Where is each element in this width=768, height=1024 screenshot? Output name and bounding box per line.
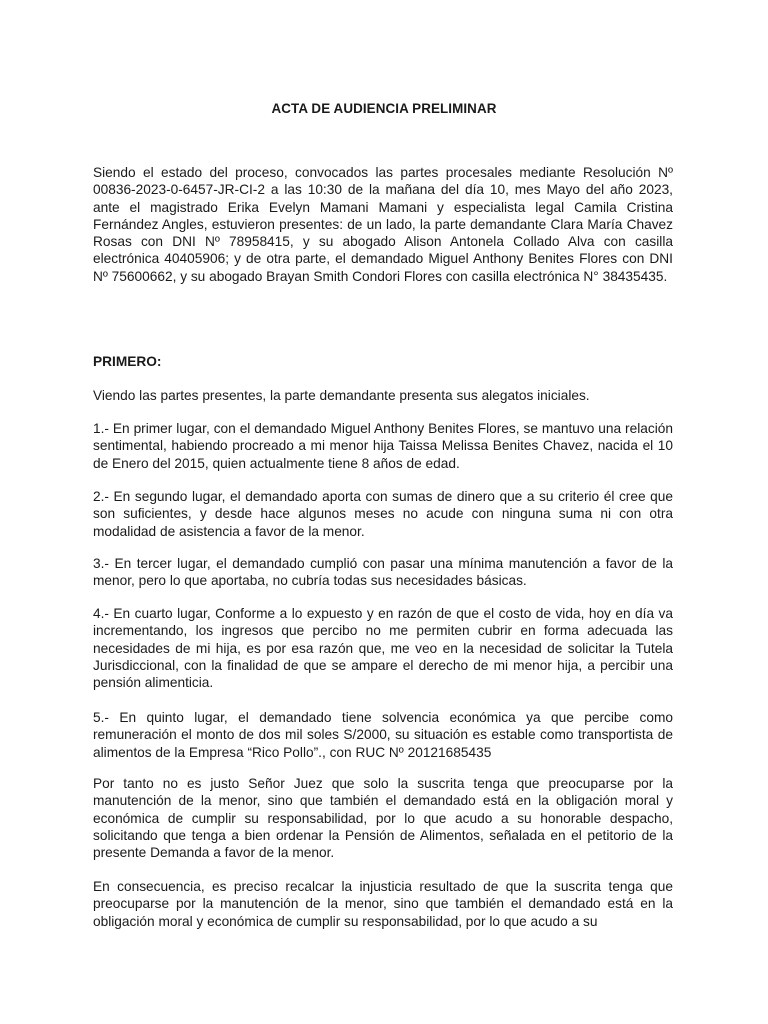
- paragraph-consequence: En consecuencia, es preciso recalcar la injusticia resultado de que la suscrita tenga que preocuparse por la manutención de la menor, sino que también el demandado está en la obligación moral y económica de cumplir su responsabilidad, por lo que acudo a su: [93, 879, 673, 929]
- document-title: ACTA DE AUDIENCIA PRELIMINAR: [271, 101, 497, 116]
- paragraph-point-3: 3.- En tercer lugar, el demandado cumplió con pasar una mínima manutención a favor de la menor, pero lo que aportaba, no cubría todas sus necesidades básicas.: [93, 556, 673, 589]
- section-heading-primero: PRIMERO:: [93, 354, 162, 369]
- paragraph-opening: Viendo las partes presentes, la parte demandante presenta sus alegatos iniciales.: [93, 388, 590, 403]
- paragraph-point-4: 4.- En cuarto lugar, Conforme a lo expuesto y en razón de que el costo de vida, hoy en día va incrementando, los ingresos que percibo no me permiten cubrir en forma adecuada las necesidades de mi hija, es por esa razón que, me veo en la necesidad de solicitar la Tutela Jurisdiccional, con la finalidad de que se ampare el derecho de mi menor hija, a percibir una pensión alimenticia.: [93, 606, 673, 691]
- intro-paragraph: Siendo el estado del proceso, convocados las partes procesales mediante Resolución Nº 00836-2023-0-6457-JR-CI-2 a las 10:30 de la mañana del día 10, mes Mayo del año 2023, ante el magistrado Erika Evelyn Mamani Mamani y especialista legal Camila Cristina Fernández Angles, estuvieron presentes: de un lado, la parte demandante Clara María Chavez Rosas con DNI Nº 78958415, y su abogado Alison Antonela Collado Alva con casilla electrónica 40405906; y de otra parte, el demandado Miguel Anthony Benites Flores con DNI Nº 75600662, y su abogado Brayan Smith Condori Flores con casilla electrónica N° 38435435.: [93, 165, 673, 284]
- paragraph-conclusion: Por tanto no es justo Señor Juez que solo la suscrita tenga que preocuparse por la manutención de la menor, sino que también el demandado está en la obligación moral y económica de cumplir su responsabilidad, por lo que acudo a su honorable despacho, solicitando que tenga a bien ordenar la Pensión de Alimentos, señalada en el petitorio de la presente Demanda a favor de la menor.: [93, 776, 673, 861]
- paragraph-point-5: 5.- En quinto lugar, el demandado tiene solvencia económica ya que percibe como remuneración el monto de dos mil soles S/2000, su situación es estable como transportista de alimentos de la Empresa “Rico Pollo”., con RUC Nº 20121685435: [93, 710, 673, 760]
- paragraph-point-2: 2.- En segundo lugar, el demandado aporta con sumas de dinero que a su criterio él cree que son suficientes, y desde hace algunos meses no acude con ninguna suma ni con otra modalidad de asistencia a favor de la menor.: [93, 489, 673, 539]
- paragraph-point-1: 1.- En primer lugar, con el demandado Miguel Anthony Benites Flores, se mantuvo una relación sentimental, habiendo procreado a mi menor hija Taissa Melissa Benites Chavez, nacida el 10 de Enero del 2015, quien actualmente tiene 8 años de edad.: [93, 421, 673, 471]
